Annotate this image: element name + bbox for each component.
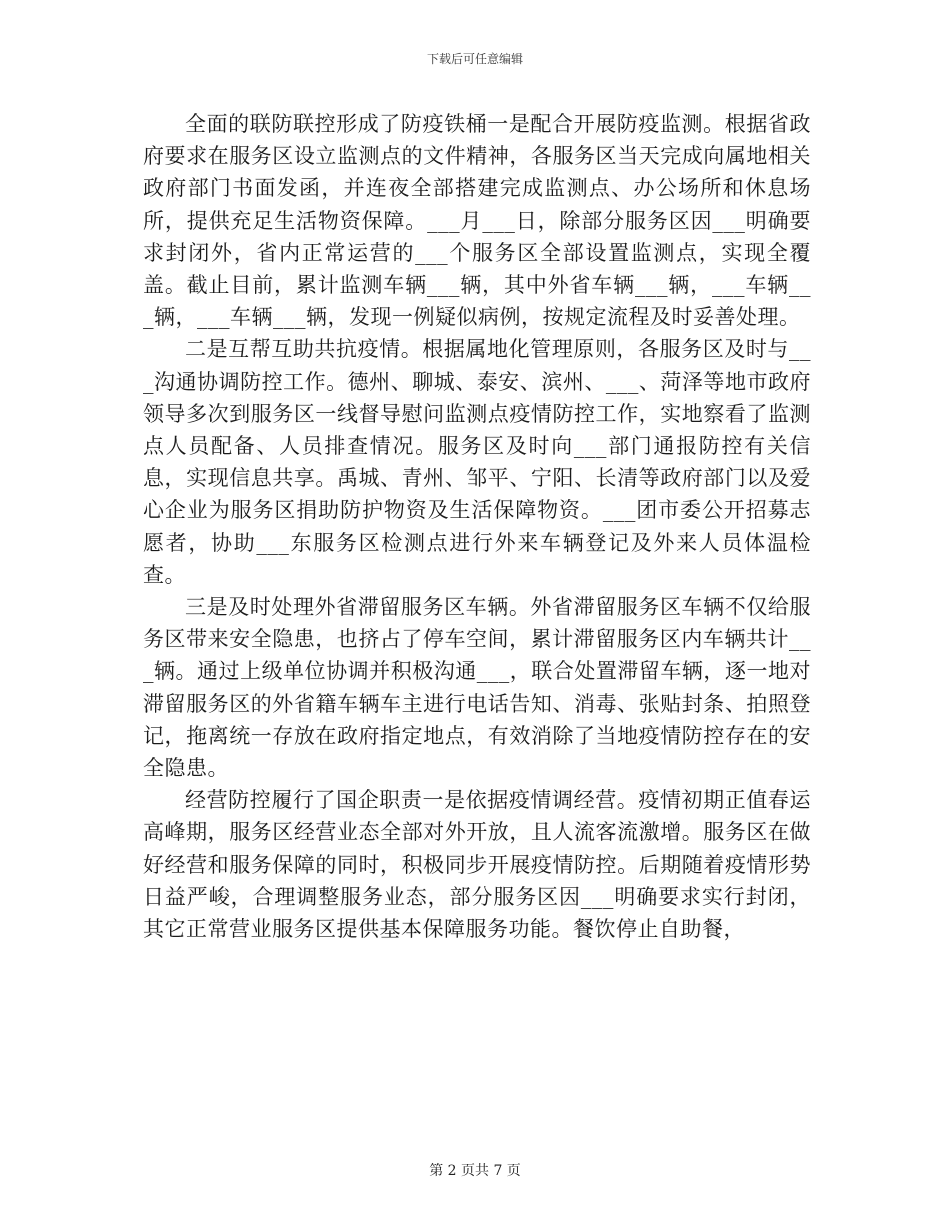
paragraph-1: 全面的联防联控形成了防疫铁桶一是配合开展防疫监测。根据省政府要求在服务区设立监测点的文件精神，各服务区当天完成向属地相关政府部门书面发函，并连夜全部搭建完成监测点、办公场所和休息场所，提供充足生活物资保障。___月___日，除部分服务区因___明确要求封闭外，省内正常运营的___个服务区全部设置监测点，实现全覆盖。截止目前，累计监测车辆___辆，其中外省车辆___辆，___车辆___辆，___车辆___辆，发现一例疑似病例，按规定流程及时妥善处理。 xyxy=(143,112,811,330)
paragraph-4: 经营防控履行了国企职责一是依据疫情调经营。疫情初期正值春运高峰期，服务区经营业态全部对外开放，且人流客流激增。服务区在做好经营和服务保障的同时，积极同步开展疫情防控。后期随着疫情形势日益严峻，合理调整服务业态，部分服务区因___明确要求实行封闭，其它正常营业服务区提供基本保障服务功能。餐饮停止自助餐， xyxy=(143,788,811,942)
page-header: 下载后可任意编辑 xyxy=(426,52,523,66)
document-body xyxy=(143,108,811,945)
paragraph-3: 三是及时处理外省滞留服务区车辆。外省滞留服务区车辆不仅给服务区带来安全隐患，也挤占了停车空间，累计滞留服务区内车辆共计___辆。通过上级单位协调并积极沟通___，联合处置滞留车辆，逐一地对滞留服务区的外省籍车辆车主进行电话告知、消毒、张贴封条、拍照登记，拖离统一存放在政府指定地点，有效消除了当地疫情防控存在的安全隐患。 xyxy=(143,595,811,781)
page-footer: 第 2 页共 7 页 xyxy=(429,1163,521,1179)
paragraph-2: 二是互帮互助共抗疫情。根据属地化管理原则，各服务区及时与___沟通协调防控工作。德州、聊城、泰安、滨州、___、菏泽等地市政府领导多次到服务区一线督导慰问监测点疫情防控工作，实地察看了监测点人员配备、人员排查情况。服务区及时向___部门通报防控有关信息，实现信息共享。禹城、青州、邹平、宁阳、长清等政府部门以及爱心企业为服务区捐助防护物资及生活保障物资。___团市委公开招募志愿者，协助___东服务区检测点进行外来车辆登记及外来人员体温检查。 xyxy=(143,337,811,587)
